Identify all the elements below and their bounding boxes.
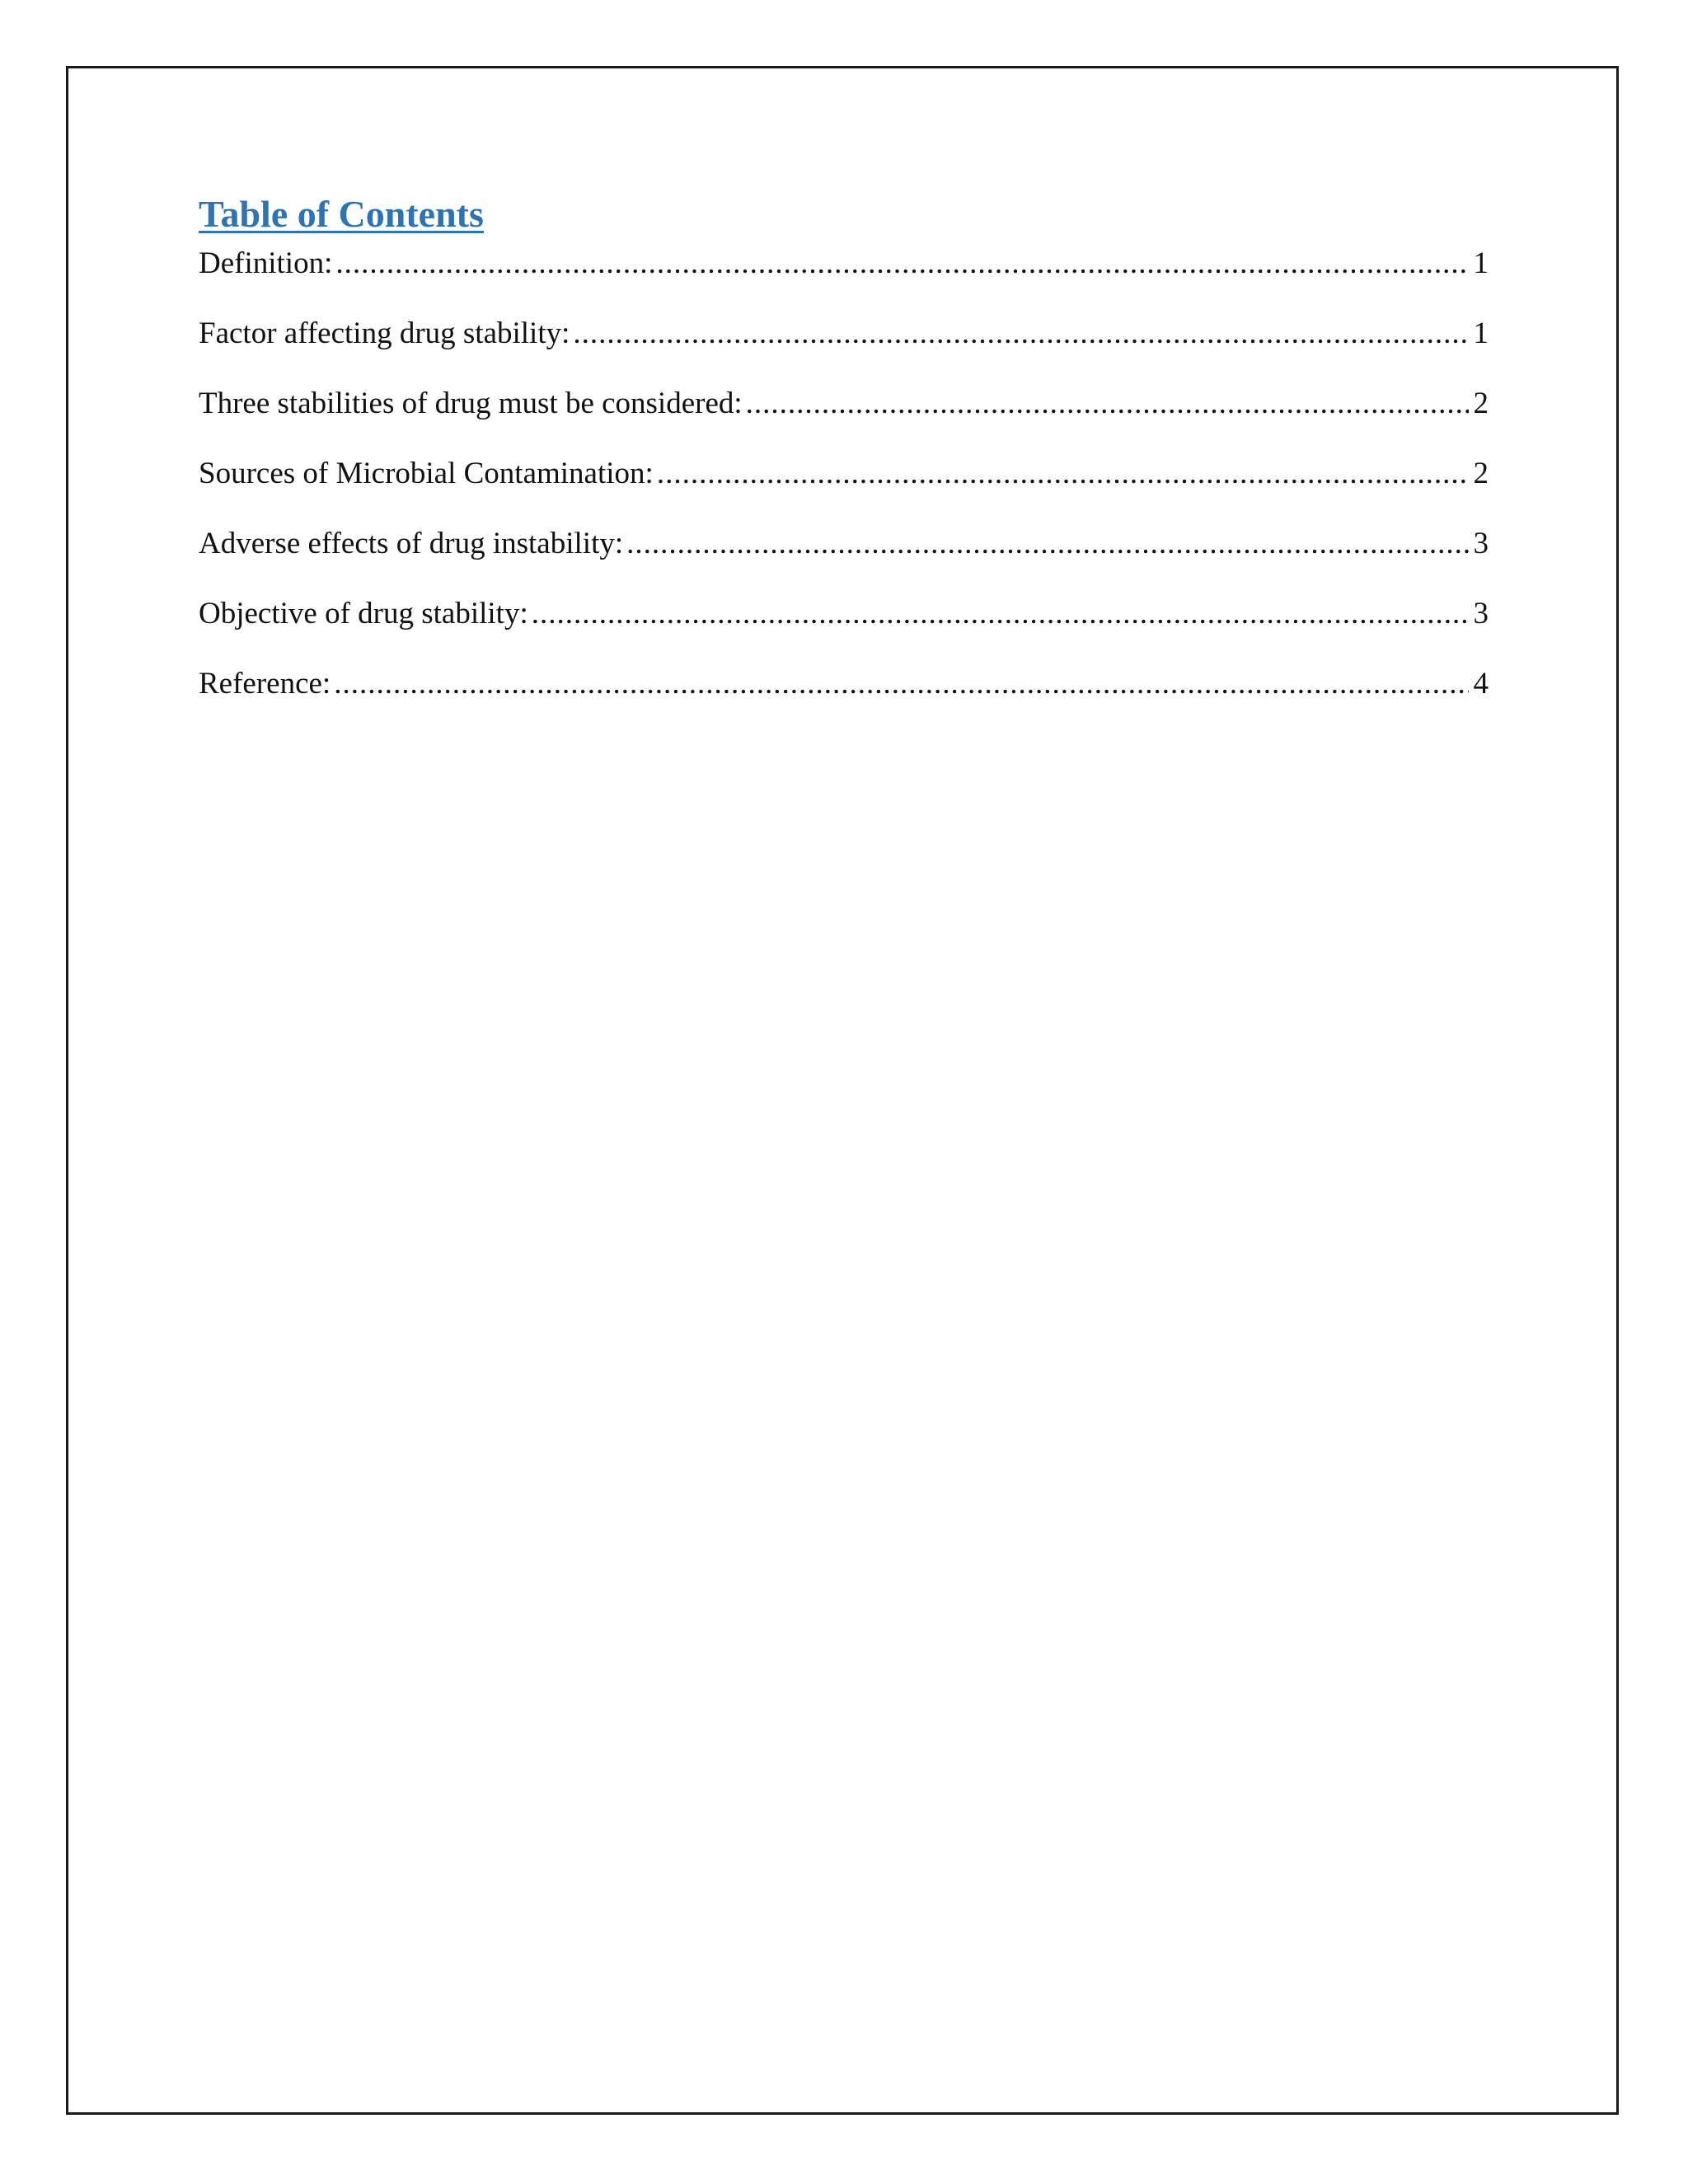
toc-entry-title: Factor affecting drug stability:: [199, 316, 570, 350]
toc-dot-leader: [334, 664, 1468, 704]
toc-entry-title: Objective of drug stability:: [199, 597, 528, 630]
toc-entry-page: 1: [1473, 316, 1489, 350]
toc-entry-page: 2: [1473, 387, 1489, 420]
toc-entry-factor-affecting[interactable]: [199, 314, 1489, 384]
toc-entry-page: 2: [1473, 457, 1489, 490]
toc-dot-leader: [626, 524, 1468, 564]
toc-entry-reference[interactable]: [199, 664, 1489, 734]
toc-entry-objective[interactable]: [199, 594, 1489, 664]
toc-dot-leader: [532, 594, 1469, 634]
toc-entry-page: 4: [1473, 667, 1489, 701]
toc-entry-page: 3: [1473, 527, 1489, 560]
toc-dot-leader: [657, 454, 1469, 494]
toc-entry-title: Three stabilities of drug must be considered:: [199, 387, 743, 420]
toc-entry-title: Sources of Microbial Contamination:: [199, 457, 654, 490]
toc-entry-definition[interactable]: [199, 244, 1489, 314]
toc-entry-title: Reference:: [199, 667, 331, 701]
toc-entry-adverse-effects[interactable]: [199, 524, 1489, 594]
toc-entry-title: Definition:: [199, 246, 333, 280]
toc-heading: Table of Contents: [199, 193, 484, 235]
toc-entry-page: 1: [1473, 246, 1489, 280]
toc-entry-page: 3: [1473, 597, 1489, 630]
toc-entry-title: Adverse effects of drug instability:: [199, 527, 624, 560]
toc-dot-leader: [573, 314, 1468, 354]
toc-dot-leader: [335, 244, 1468, 284]
toc-entry-three-stabilities[interactable]: [199, 384, 1489, 454]
toc-list: [199, 244, 1489, 734]
toc-entry-sources-contamination[interactable]: [199, 454, 1489, 524]
toc-dot-leader: [746, 384, 1469, 424]
